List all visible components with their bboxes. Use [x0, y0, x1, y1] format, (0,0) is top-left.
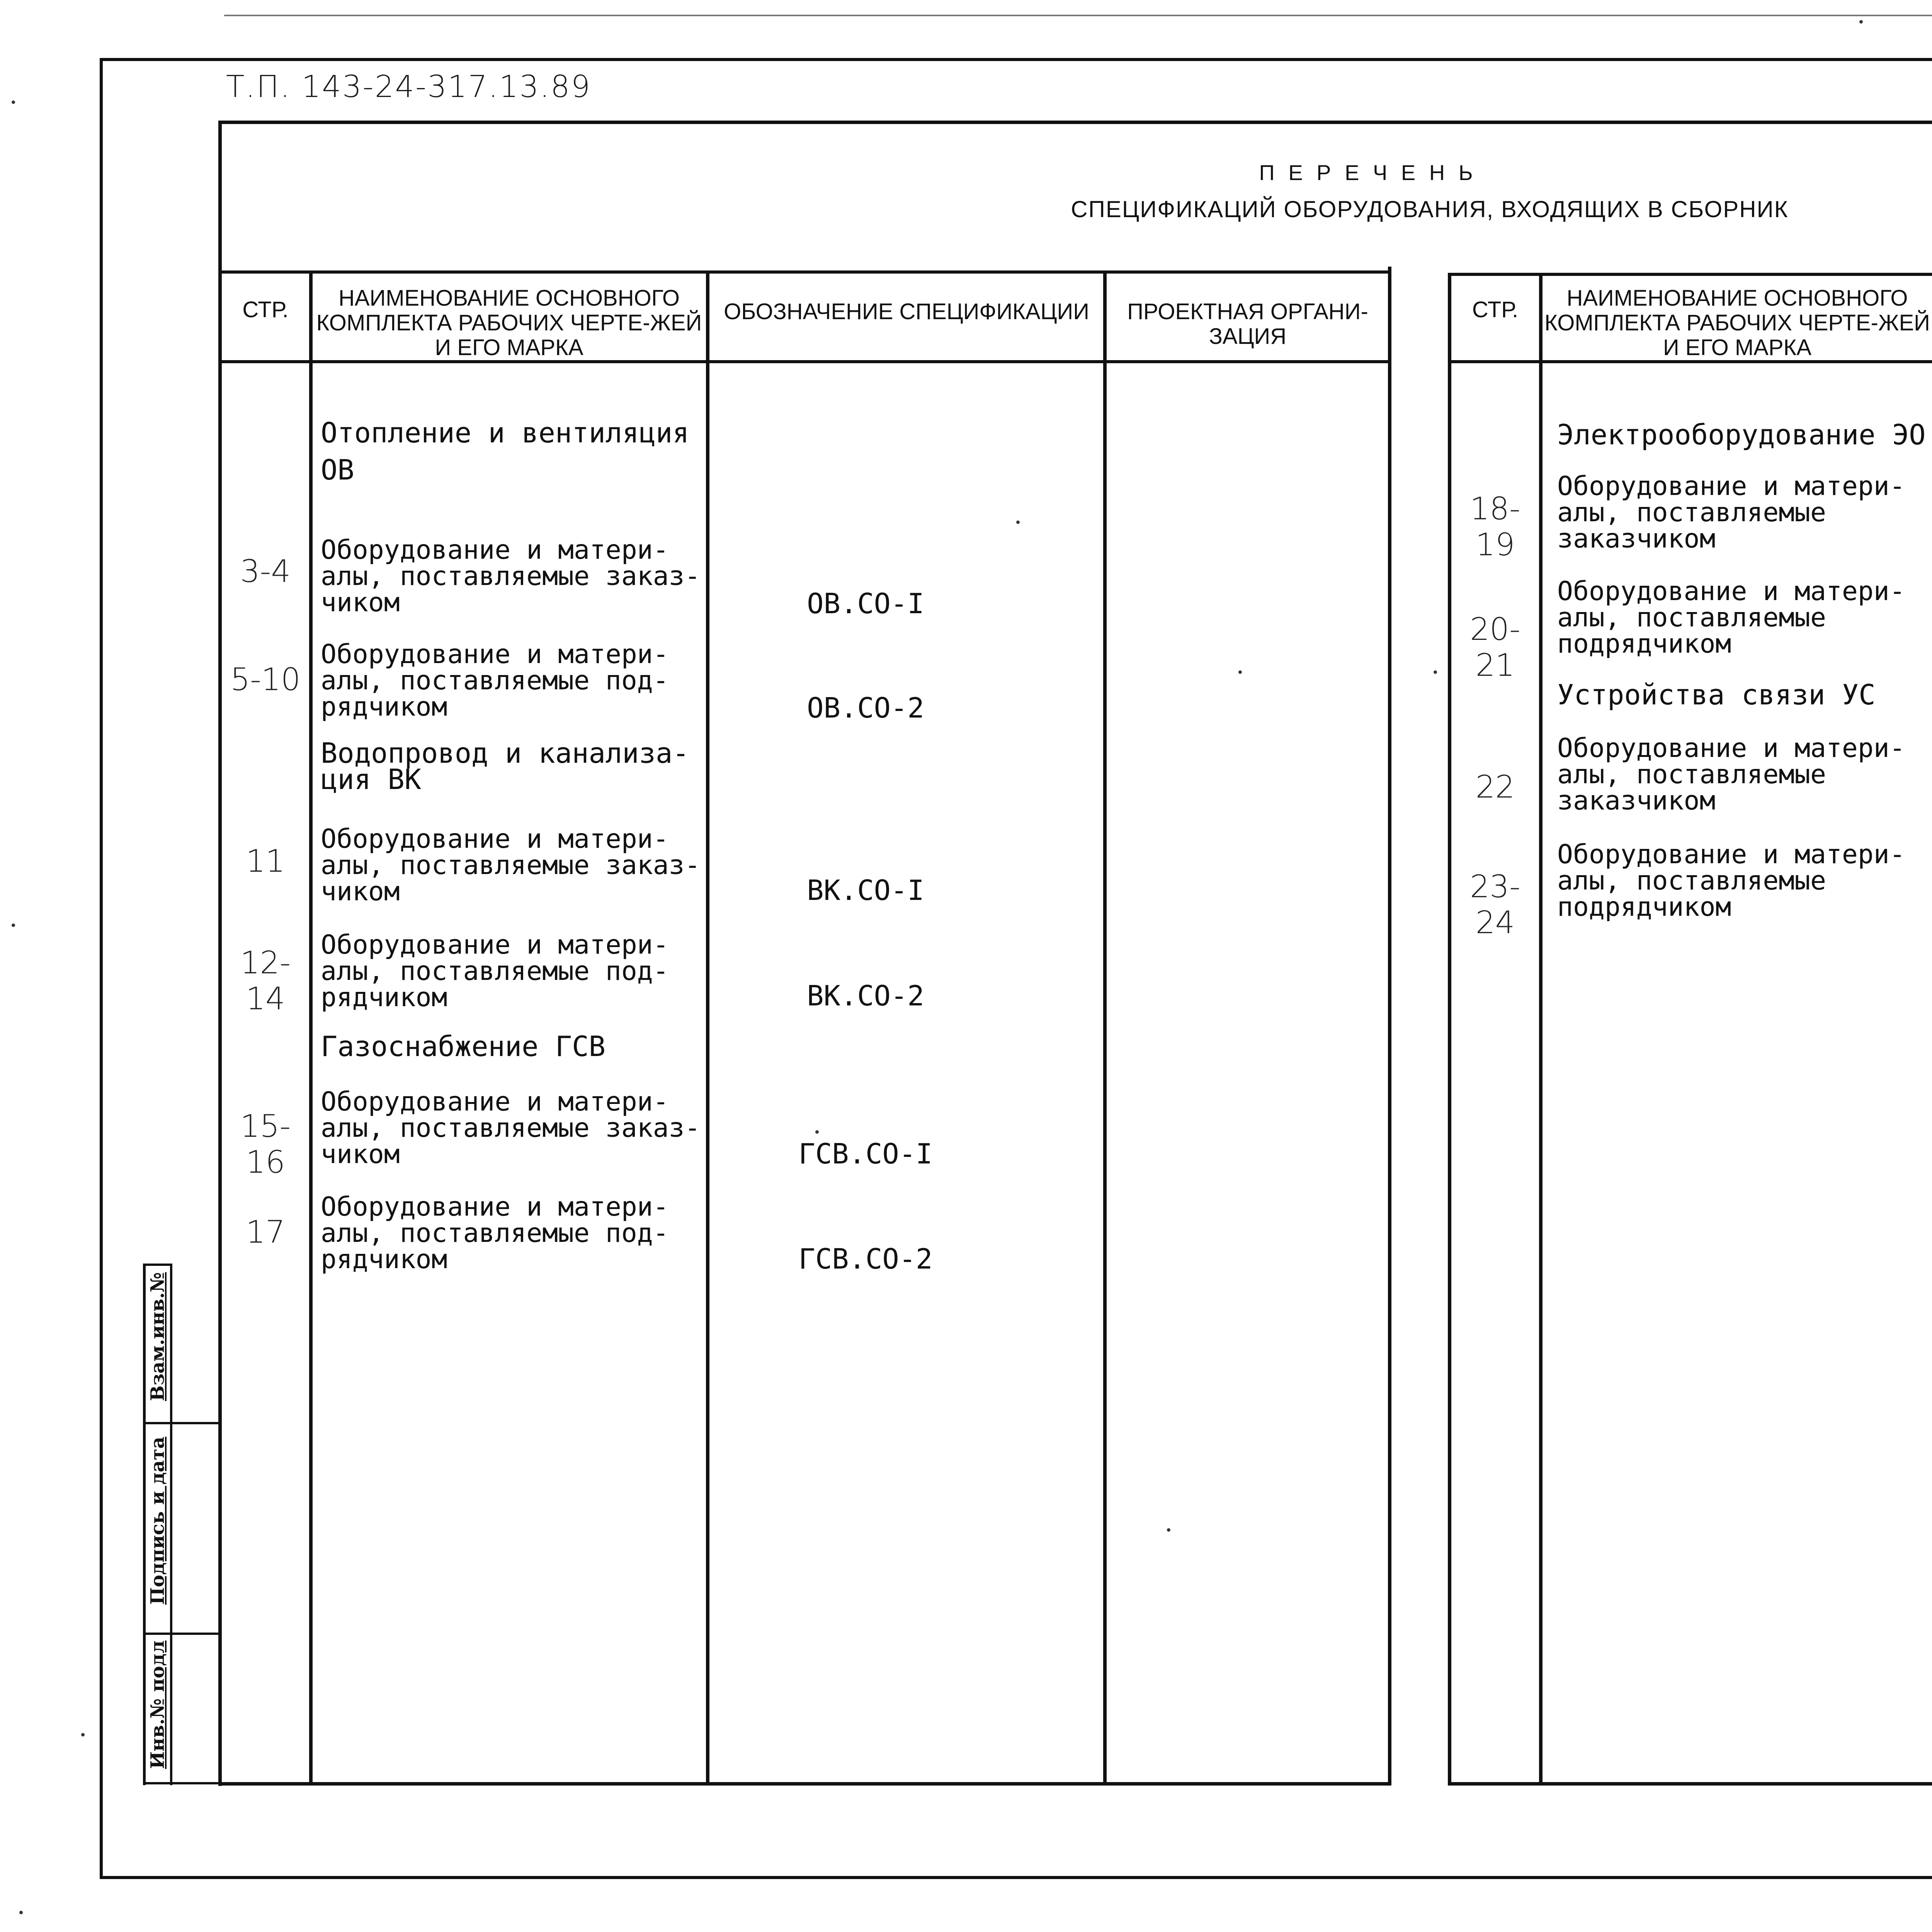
left-row-spec: ОВ.СО-I [807, 587, 924, 620]
left-row-page: 15-16 [240, 1108, 291, 1180]
stamp-left-line [143, 1264, 146, 1785]
left-table-right-border [1388, 267, 1391, 1785]
scan-speck [1434, 670, 1437, 674]
top-stray-line [224, 15, 1932, 16]
left-row-page: 3-4 [240, 553, 291, 589]
stamp-mid-line [170, 1264, 172, 1785]
left-row-page: 11 [246, 843, 285, 879]
left-row-name: Оборудование и матери- алы, поставляемые под- рядчиком [321, 1192, 669, 1275]
left-table-col-divider-2 [706, 270, 709, 1785]
left-row-page: 12-14 [240, 945, 291, 1017]
left-row-name: Оборудование и матери- алы, поставляемые под- рядчиком [321, 930, 669, 1013]
right-row-page: 23-24 [1470, 869, 1520, 940]
stamp-divider-1 [143, 1422, 220, 1424]
left-section-gas: Газоснабжение ГСВ [321, 1030, 605, 1063]
left-table-col-divider-1 [309, 270, 313, 1785]
frame-bottom-line [100, 1876, 1932, 1879]
left-row-page: 5-10 [230, 662, 301, 697]
right-section-comms: Устройства связи УС [1557, 679, 1876, 711]
left-row-spec: ГСВ.СО-2 [798, 1243, 933, 1275]
doc-code: Т.П. 143-24-317.13.89 [226, 70, 592, 104]
left-section-heating: Отопление и вентиляция ОВ [321, 417, 689, 486]
scan-speck [1167, 1528, 1170, 1532]
stamp-bottom-line [143, 1782, 220, 1784]
right-col-page-header: СТР. [1472, 297, 1519, 322]
right-row-page: 20-21 [1470, 611, 1520, 683]
stamp-divider-2 [143, 1633, 220, 1635]
left-row-spec: ОВ.СО-2 [807, 692, 924, 724]
stamp-signature-date: Подпись и дата [147, 1437, 168, 1605]
list-subtitle: СПЕЦИФИКАЦИЙ ОБОРУДОВАНИЯ, ВХОДЯЩИХ В СБОРНИК [1071, 196, 1789, 222]
left-table-bottom-line [218, 1782, 1391, 1786]
left-row-name: Оборудование и матери- алы, поставляемые под- рядчиком [321, 639, 669, 722]
left-row-page: 17 [246, 1214, 285, 1250]
right-table-bottom-line [1448, 1782, 1932, 1786]
right-col-name-header: НАИМЕНОВАНИЕ ОСНОВНОГО КОМПЛЕКТА РАБОЧИХ ЧЕРТЕ-ЖЕЙ И ЕГО МАРКА [1544, 286, 1930, 360]
right-row-name: Оборудование и матери- алы, поставляемые подрядчиком [1557, 576, 1905, 659]
right-table-col-divider-1 [1539, 273, 1543, 1785]
right-row-name: Оборудование и матери- алы, поставляемые подрядчиком [1557, 839, 1905, 922]
scan-speck [1859, 20, 1863, 24]
left-section-water: Водопровод и канализа- ция ВК [321, 737, 689, 796]
right-row-page: 22 [1475, 769, 1515, 805]
right-table-header-line [1448, 360, 1932, 363]
right-table-left-border [1448, 273, 1451, 1785]
scan-speck [12, 923, 15, 927]
left-row-spec: ВК.СО-2 [807, 980, 924, 1012]
left-row-name: Оборудование и матери- алы, поставляемые заказ- чиком [321, 535, 701, 618]
scan-speck [1016, 520, 1020, 524]
left-row-name: Оборудование и матери- алы, поставляемые заказ- чиком [321, 1087, 701, 1170]
left-col-page-header: СТР. [242, 297, 289, 322]
stamp-original-inv: Инв.№ подл [147, 1640, 168, 1769]
left-row-spec: ГСВ.СО-I [798, 1138, 933, 1170]
scan-speck [81, 1733, 85, 1736]
title-box-bottom-left [218, 270, 1391, 274]
stamp-replacement-inv: Взам.инв.№ [147, 1272, 168, 1401]
frame-top-line [100, 58, 1932, 61]
title-box-bottom-right [1451, 273, 1932, 276]
scan-speck [815, 1130, 819, 1134]
scan-speck [1238, 670, 1242, 674]
right-section-electro: Электрооборудование ЭО [1557, 418, 1926, 451]
list-title: П Е Р Е Ч Е Н Ь [1259, 160, 1477, 185]
left-table-header-line [218, 360, 1391, 363]
title-box-top [218, 121, 1932, 124]
right-row-page: 18-19 [1470, 491, 1520, 563]
left-row-name: Оборудование и матери- алы, поставляемые заказ- чиком [321, 824, 701, 907]
scan-speck [12, 100, 15, 104]
left-col-name-header: НАИМЕНОВАНИЕ ОСНОВНОГО КОМПЛЕКТА РАБОЧИХ ЧЕРТЕ-ЖЕЙ И ЕГО МАРКА [316, 286, 702, 360]
left-col-spec-header: ОБОЗНАЧЕНИЕ СПЕЦИФИКАЦИИ [724, 299, 1089, 324]
scan-speck [19, 1911, 23, 1914]
title-box-left [218, 121, 222, 1786]
left-table-col-divider-3 [1103, 270, 1107, 1785]
stamp-top-line [143, 1264, 172, 1266]
right-row-name: Оборудование и матери- алы, поставляемые заказчиком [1557, 471, 1905, 554]
right-row-name: Оборудование и матери- алы, поставляемые заказчиком [1557, 733, 1905, 816]
left-row-spec: ВК.СО-I [807, 874, 924, 906]
left-col-org-header: ПРОЕКТНАЯ ОРГАНИ-ЗАЦИЯ [1127, 299, 1368, 349]
frame-left-line [100, 58, 103, 1878]
